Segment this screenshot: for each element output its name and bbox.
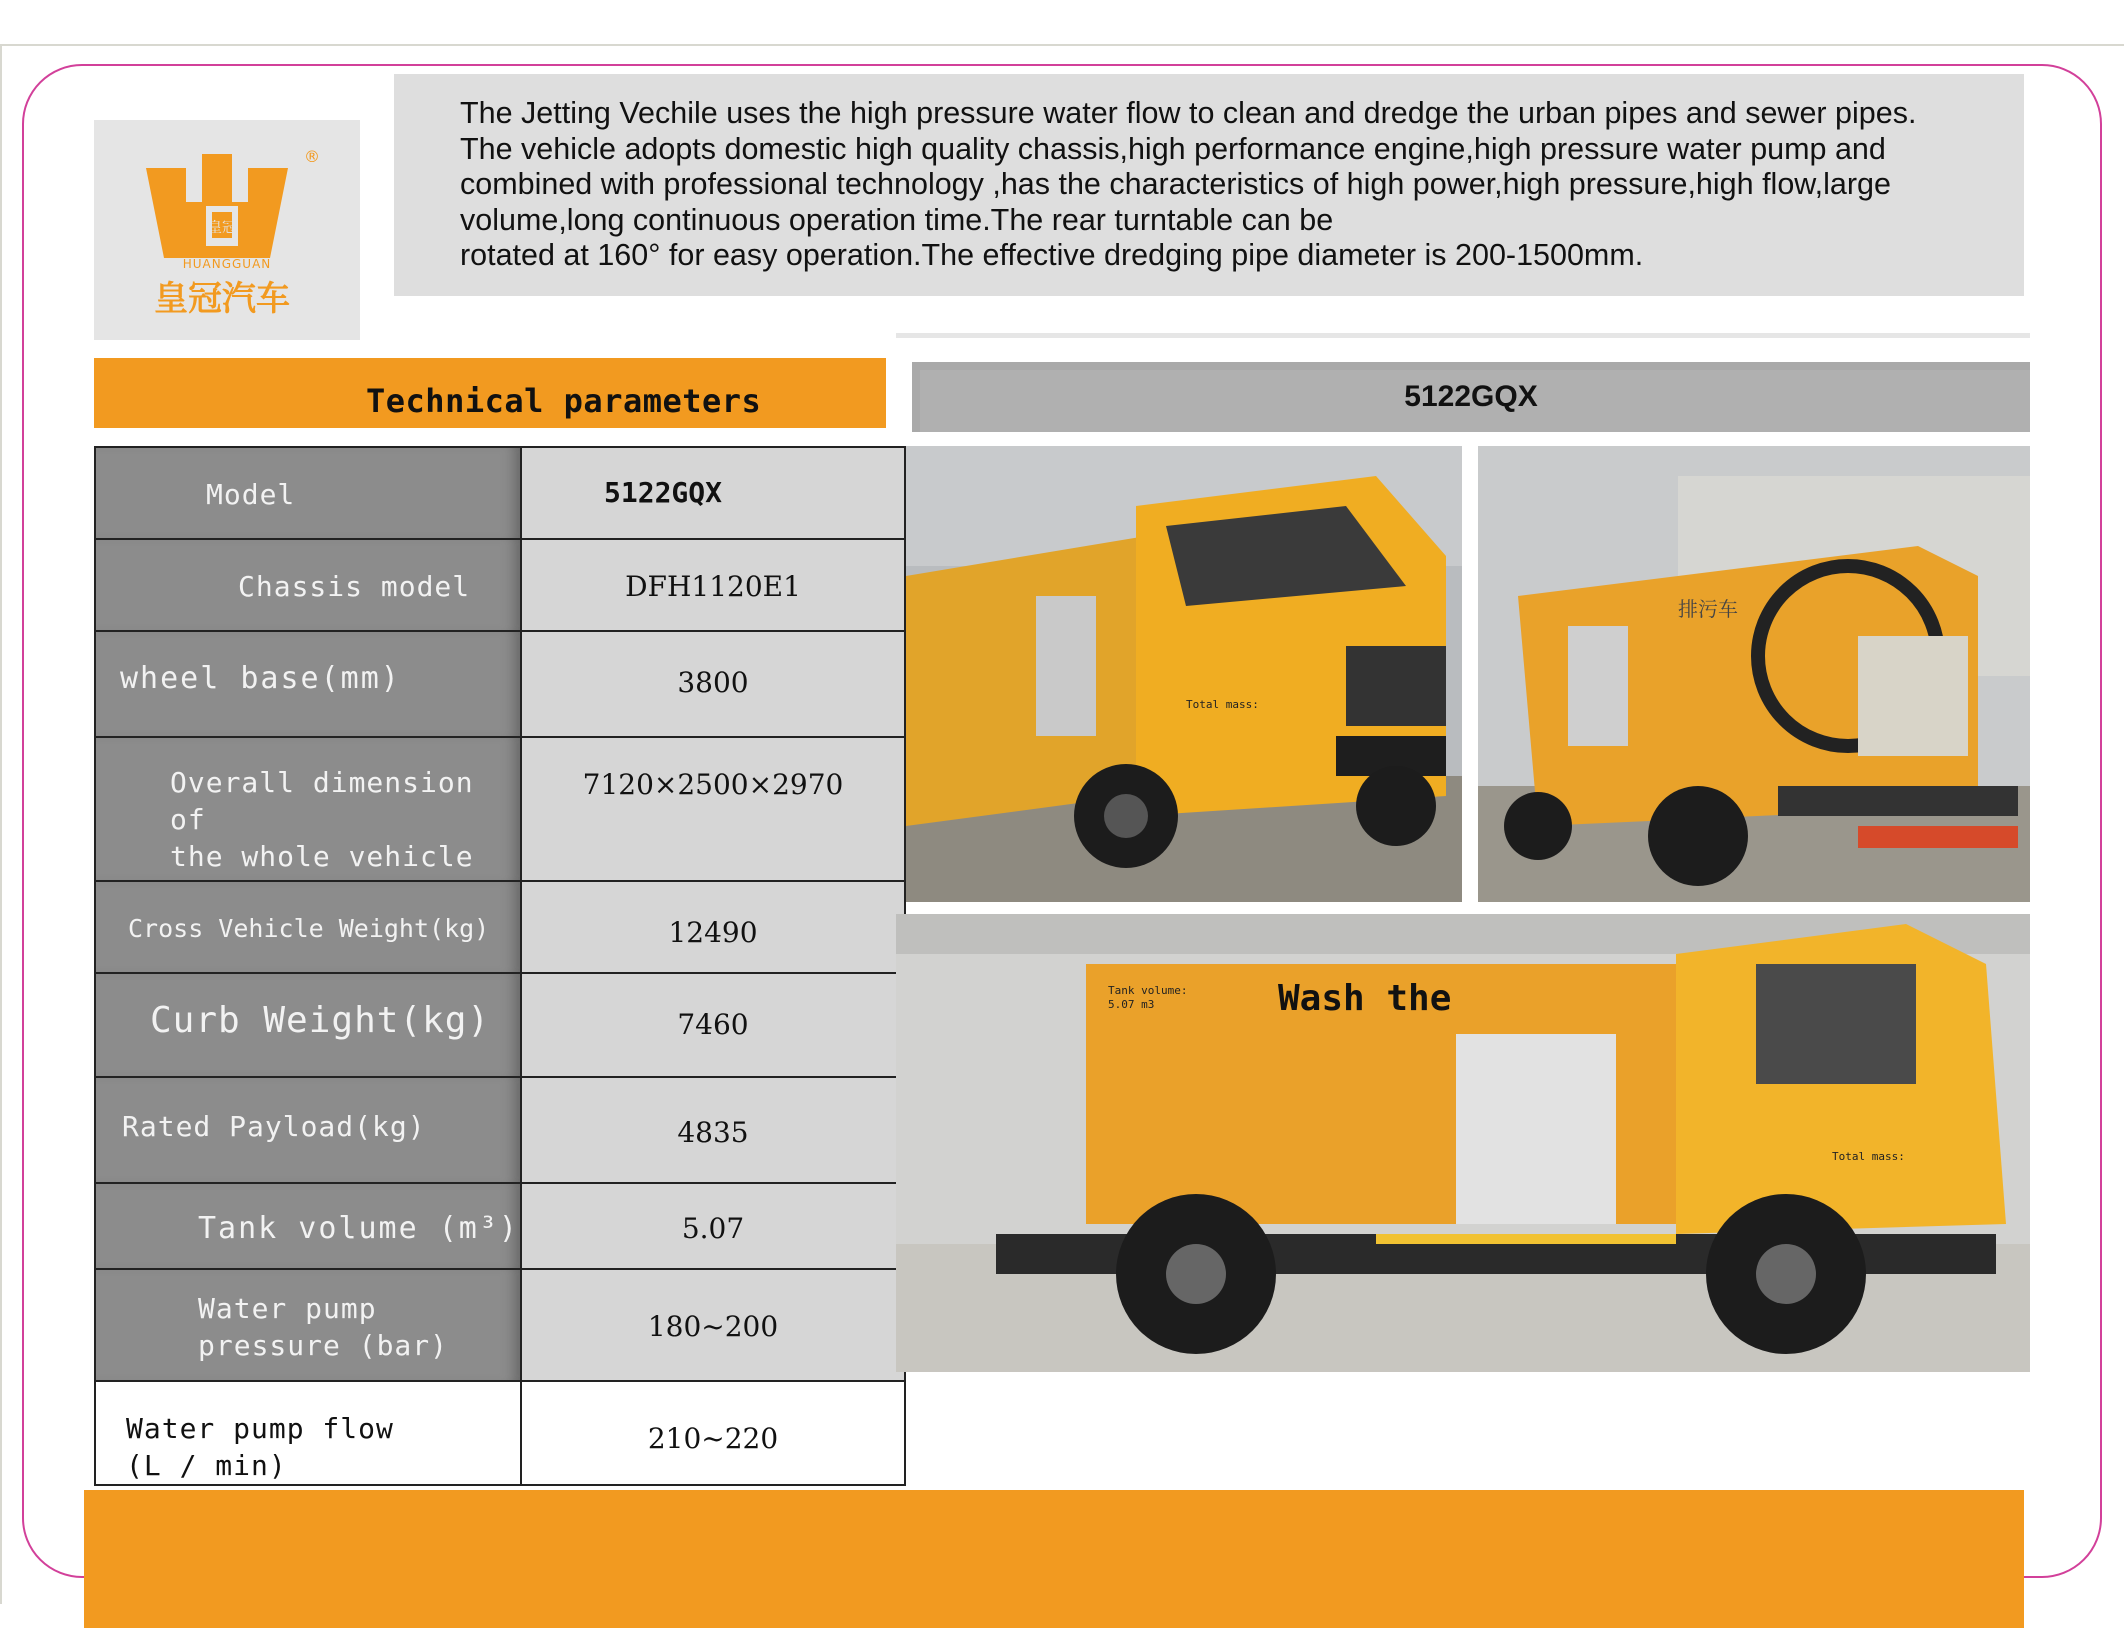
- table-row: [95, 539, 905, 631]
- table-row: [95, 1381, 905, 1485]
- parameters-table: [94, 446, 906, 1486]
- param-label: Overall dimension of the whole vehicle: [95, 737, 521, 881]
- top-rule: [0, 44, 2124, 46]
- param-value: 7460: [521, 973, 905, 1077]
- param-label: Curb Weight(kg): [95, 973, 521, 1077]
- param-value: 3800: [521, 631, 905, 737]
- table-row: [95, 973, 905, 1077]
- truck-photo-rear: [1478, 446, 2030, 902]
- table-row: [95, 447, 905, 539]
- photo-label: Wash the: [1278, 978, 1452, 1019]
- svg-text:®: ®: [304, 147, 320, 166]
- param-label: Rated Payload(kg): [95, 1077, 521, 1183]
- gallery-title: 5122GQX: [1404, 380, 1538, 413]
- param-value: 210~220: [521, 1381, 905, 1485]
- truck-photo-side: [896, 914, 2030, 1372]
- svg-text:HUANGGUAN: HUANGGUAN: [182, 257, 272, 271]
- table-row: [95, 737, 905, 881]
- divider: [896, 333, 2030, 338]
- param-label: Chassis model: [95, 539, 521, 631]
- description-line: volume,long continuous operation time.The rear turntable can be: [460, 202, 1334, 237]
- param-label: Water pump flow (L / min): [95, 1381, 521, 1485]
- technical-parameters-header: [94, 358, 886, 428]
- param-value: 5122GQX: [521, 447, 905, 539]
- technical-parameters-title: Technical parameters: [366, 382, 762, 420]
- footer-bar: [84, 1490, 2024, 1628]
- param-label: wheel base(mm): [95, 631, 521, 737]
- table-row: [95, 1183, 905, 1269]
- param-label: Cross Vehicle Weight(kg): [95, 881, 521, 973]
- param-label: Water pump pressure (bar): [95, 1269, 521, 1381]
- description-line: combined with professional technology ,has the characteristics of high power,high pressure,high flow,large: [460, 167, 1891, 201]
- side-rule: [0, 44, 2, 1604]
- svg-text:皇冠: 皇冠: [208, 220, 236, 236]
- gallery-header: [912, 362, 2030, 432]
- truck-photo-front: [906, 446, 1462, 902]
- brand-logo: [94, 120, 360, 340]
- photo-caption: 排污车: [1678, 597, 1738, 621]
- description-line: The Jetting Vechile uses the high pressure water flow to clean and dredge the urban pipes and sewer pipes.: [460, 96, 1917, 130]
- table-row: [95, 881, 905, 973]
- param-value: 7120×2500×2970: [521, 737, 905, 881]
- description-line: The vehicle adopts domestic high quality chassis,high performance engine,high pressure water pump and: [460, 131, 1886, 166]
- table-row: [95, 1077, 905, 1183]
- table-row: [95, 1269, 905, 1381]
- tank-volume-text: Tank volume: 5.07 m3: [1108, 984, 1188, 1011]
- svg-text:皇冠汽车: 皇冠汽车: [154, 279, 290, 319]
- param-label: Model: [95, 447, 521, 539]
- photo-caption: Total mass:: [1186, 698, 1259, 711]
- param-value: 180~200: [521, 1269, 905, 1381]
- description-line: rotated at 160° for easy operation.The effective dredging pipe diameter is 200-1500mm.: [460, 238, 1644, 272]
- param-value: 12490: [521, 881, 905, 973]
- product-description: [394, 74, 2024, 296]
- cab-text: Total mass:: [1832, 1150, 1905, 1163]
- param-value: DFH1120E1: [521, 539, 905, 631]
- param-value: 4835: [521, 1077, 905, 1183]
- param-label: Tank volume (m³): [95, 1183, 521, 1269]
- table-row: [95, 631, 905, 737]
- param-value: 5.07: [521, 1183, 905, 1269]
